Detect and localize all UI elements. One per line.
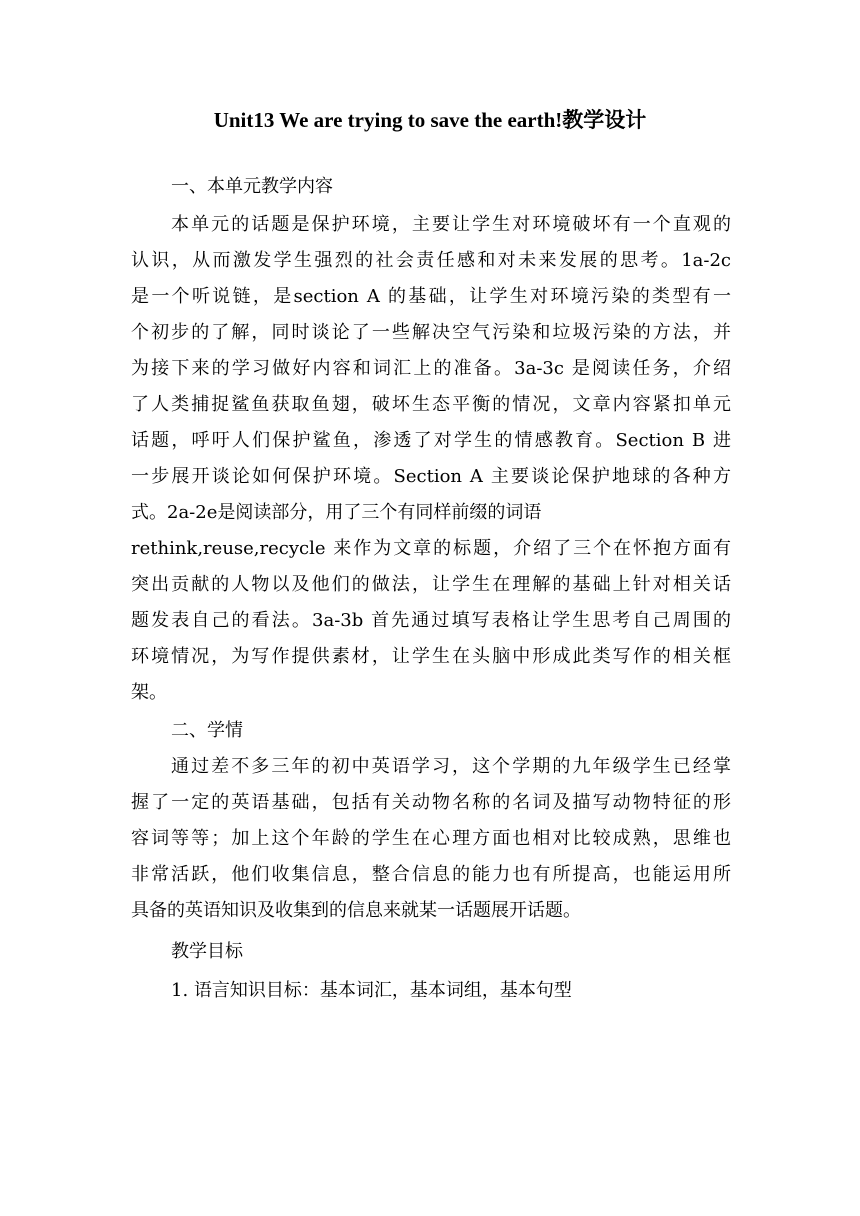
paragraph-line: 突出贡献的人物以及他们的做法，让学生在理解的基础上针对相关话 [131,574,731,595]
document-title: Unit13 We are trying to save the earth!教学设计 [213,108,647,132]
paragraph-line: 为接下来的学习做好内容和词汇上的准备。3a-3c 是阅读任务，介绍 [131,358,731,379]
paragraph-line: 架。 [131,682,167,703]
paragraph-line: 容词等等；加上这个年龄的学生在心理方面也相对比较成熟，思维也 [131,828,731,849]
paragraph-line: 式。2a-2e是阅读部分，用了三个有同样前缀的词语 [131,502,542,523]
section-heading-learners: 二、学情 [171,720,243,741]
paragraph-line: 话题，呼吁人们保护鲨鱼，渗透了对学生的情感教育。Section B 进 [131,430,731,451]
paragraph-line: 环境情况，为写作提供素材，让学生在头脑中形成此类写作的相关框 [131,646,731,667]
paragraph-line: 具备的英语知识及收集到的信息来就某一话题展开话题。 [131,900,581,921]
section-heading-content: 一、本单元教学内容 [171,176,333,197]
objective-item: 1. 语言知识目标：基本词汇，基本词组，基本句型 [171,980,572,1001]
paragraph-line: 个初步的了解，同时谈论了一些解决空气污染和垃圾污染的方法，并 [131,322,731,343]
paragraph-line: 非常活跃，他们收集信息，整合信息的能力也有所提高，也能运用所 [131,864,731,885]
section-heading-objectives: 教学目标 [171,941,243,962]
paragraph-line: 认识，从而激发学生强烈的社会责任感和对未来发展的思考。1a-2c [131,250,731,271]
paragraph-line: 题发表自己的看法。3a-3b 首先通过填写表格让学生思考自己周围的 [131,610,731,631]
paragraph-line: 是一个听说链，是section A 的基础，让学生对环境污染的类型有一 [131,286,731,307]
paragraph-line: rethink,reuse,recycle 来作为文章的标题，介绍了三个在怀抱方面有 [131,538,731,559]
paragraph-line: 了人类捕捉鲨鱼获取鱼翅，破坏生态平衡的情况，文章内容紧扣单元 [131,394,731,415]
paragraph-line: 本单元的话题是保护环境，主要让学生对环境破坏有一个直观的 [171,214,731,235]
paragraph-line: 一步展开谈论如何保护环境。Section A 主要谈论保护地球的各种方 [131,466,731,487]
paragraph-line: 通过差不多三年的初中英语学习，这个学期的九年级学生已经掌 [171,756,731,777]
paragraph-line: 握了一定的英语基础，包括有关动物名称的名词及描写动物特征的形 [131,792,731,813]
